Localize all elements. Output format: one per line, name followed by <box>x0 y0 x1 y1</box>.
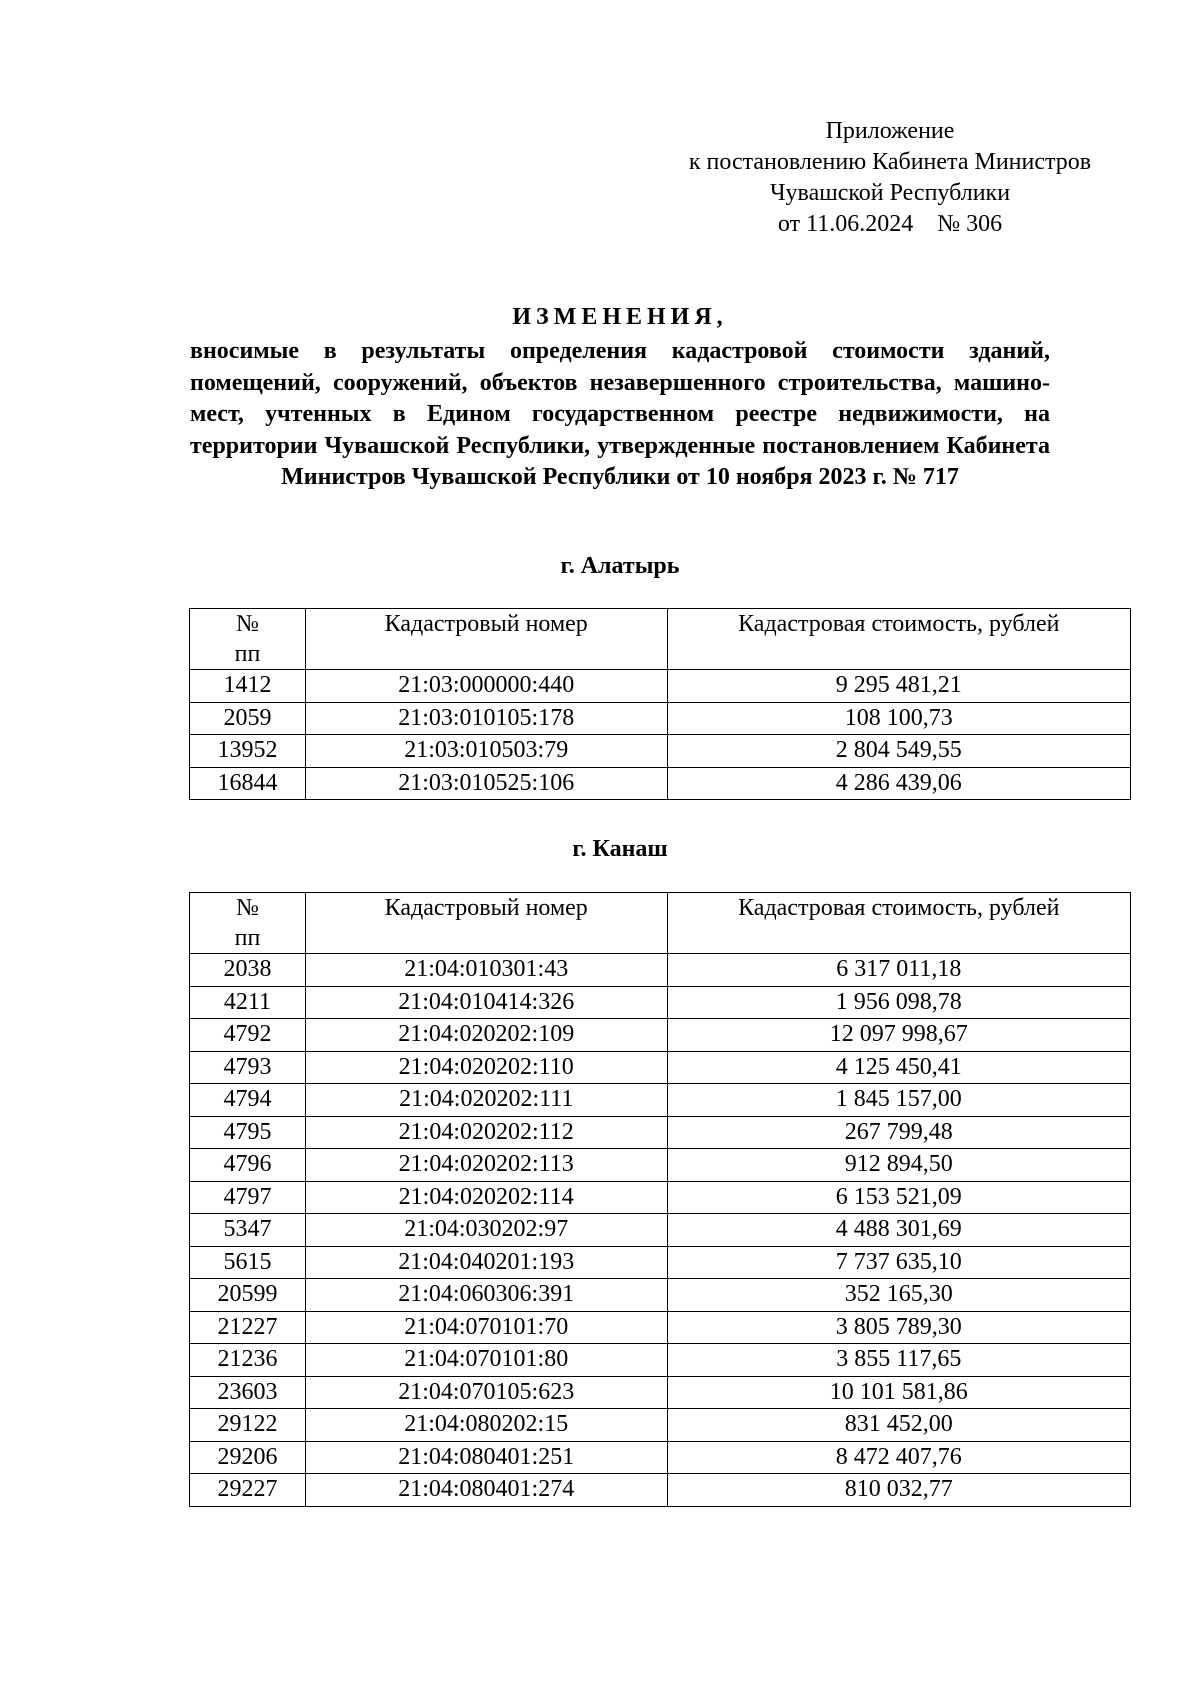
cell-row-number: 4796 <box>190 1149 306 1182</box>
cell-cadastral-value: 8 472 407,76 <box>667 1441 1130 1474</box>
cell-row-number: 4211 <box>190 986 306 1019</box>
cell-row-number: 5347 <box>190 1214 306 1247</box>
cell-row-number: 16844 <box>190 767 306 800</box>
table-row <box>190 1019 1131 1052</box>
appendix-line-2: к постановлению Кабинета Министров <box>688 149 1092 175</box>
header-cadastral-value: Кадастровая стоимость, рублей <box>667 893 1130 954</box>
table-row <box>190 767 1131 800</box>
cell-row-number: 4795 <box>190 1116 306 1149</box>
cell-cadastral-number: 21:04:060306:391 <box>305 1279 667 1312</box>
cell-cadastral-number: 21:04:030202:97 <box>305 1214 667 1247</box>
cell-cadastral-value: 810 032,77 <box>667 1474 1130 1507</box>
cell-cadastral-number: 21:04:010301:43 <box>305 954 667 987</box>
header-num <box>190 609 306 670</box>
cell-cadastral-number: 21:04:020202:111 <box>305 1084 667 1117</box>
table-row <box>190 1246 1131 1279</box>
table-row <box>190 1409 1131 1442</box>
header-cadastral-number: Кадастровый номер <box>305 893 667 954</box>
cell-cadastral-number: 21:04:020202:109 <box>305 1019 667 1052</box>
header-num-line1: № <box>235 611 259 637</box>
cell-cadastral-number: 21:04:080401:251 <box>305 1441 667 1474</box>
header-num <box>190 893 306 954</box>
table-row <box>190 1149 1131 1182</box>
cell-cadastral-value: 108 100,73 <box>667 702 1130 735</box>
cell-row-number: 2038 <box>190 954 306 987</box>
cell-cadastral-number: 21:03:010525:106 <box>305 767 667 800</box>
cell-cadastral-value: 3 855 117,65 <box>667 1344 1130 1377</box>
cell-cadastral-value: 2 804 549,55 <box>667 735 1130 768</box>
table-row <box>190 1116 1131 1149</box>
cell-row-number: 29122 <box>190 1409 306 1442</box>
table-header-row <box>190 609 1131 670</box>
table-row <box>190 1279 1131 1312</box>
cell-cadastral-value: 3 805 789,30 <box>667 1311 1130 1344</box>
table-row <box>190 1051 1131 1084</box>
appendix-header <box>660 116 1120 240</box>
table-row <box>190 1084 1131 1117</box>
appendix-line-3: Чувашской Республики <box>769 180 1011 206</box>
cell-row-number: 2059 <box>190 702 306 735</box>
cell-row-number: 21227 <box>190 1311 306 1344</box>
cell-cadastral-number: 21:04:080202:15 <box>305 1409 667 1442</box>
table-kanash <box>189 892 1131 1507</box>
cell-cadastral-number: 21:03:000000:440 <box>305 670 667 703</box>
table-row <box>190 1181 1131 1214</box>
cell-cadastral-value: 4 488 301,69 <box>667 1214 1130 1247</box>
cell-row-number: 23603 <box>190 1376 306 1409</box>
cell-cadastral-number: 21:04:070105:623 <box>305 1376 667 1409</box>
table-alatyr <box>189 608 1131 800</box>
cell-cadastral-number: 21:03:010503:79 <box>305 735 667 768</box>
cell-cadastral-number: 21:04:070101:70 <box>305 1311 667 1344</box>
cell-cadastral-value: 4 286 439,06 <box>667 767 1130 800</box>
section-title-alatyr: г. Алатырь <box>560 553 680 579</box>
cell-row-number: 13952 <box>190 735 306 768</box>
cell-row-number: 29227 <box>190 1474 306 1507</box>
cell-cadastral-number: 21:04:020202:112 <box>305 1116 667 1149</box>
section-title-kanash: г. Канаш <box>572 836 668 862</box>
cell-cadastral-value: 10 101 581,86 <box>667 1376 1130 1409</box>
header-num-line2: пп <box>234 925 261 951</box>
cell-cadastral-value: 1 956 098,78 <box>667 986 1130 1019</box>
table-row <box>190 1214 1131 1247</box>
table-row <box>190 670 1131 703</box>
cell-cadastral-number: 21:04:080401:274 <box>305 1474 667 1507</box>
table-row <box>190 1344 1131 1377</box>
cell-cadastral-number: 21:04:010414:326 <box>305 986 667 1019</box>
cell-cadastral-value: 9 295 481,21 <box>667 670 1130 703</box>
cell-cadastral-value: 831 452,00 <box>667 1409 1130 1442</box>
cell-row-number: 29206 <box>190 1441 306 1474</box>
header-num-line1: № <box>235 895 259 921</box>
cell-row-number: 5615 <box>190 1246 306 1279</box>
table-row <box>190 1311 1131 1344</box>
cell-row-number: 4794 <box>190 1084 306 1117</box>
cell-row-number: 1412 <box>190 670 306 703</box>
cell-cadastral-number: 21:04:020202:113 <box>305 1149 667 1182</box>
cell-cadastral-value: 6 153 521,09 <box>667 1181 1130 1214</box>
cell-row-number: 4797 <box>190 1181 306 1214</box>
table-row <box>190 1474 1131 1507</box>
table-row <box>190 735 1131 768</box>
header-num-line2: пп <box>234 641 261 667</box>
cell-cadastral-value: 4 125 450,41 <box>667 1051 1130 1084</box>
document-title: ИЗМЕНЕНИЯ, <box>512 304 728 330</box>
cell-row-number: 4792 <box>190 1019 306 1052</box>
document-subtitle: вносимые в результаты определения кадастровой стоимости зданий, помещений, сооружений, объектов незавершенного строительства, машино-мест, учтенных в Едином государственном реестре недвижимости, на территории Чувашской Республики, утвержденные постановлением Кабинета Министров Чувашской Республики от 10 ноября 2023 г. № 717 <box>190 338 1050 490</box>
table-row <box>190 1441 1131 1474</box>
cell-row-number: 4793 <box>190 1051 306 1084</box>
table-row <box>190 954 1131 987</box>
cell-cadastral-value: 267 799,48 <box>667 1116 1130 1149</box>
cell-cadastral-value: 912 894,50 <box>667 1149 1130 1182</box>
table-header-row <box>190 893 1131 954</box>
table-row <box>190 986 1131 1019</box>
cell-cadastral-number: 21:04:020202:110 <box>305 1051 667 1084</box>
cell-row-number: 21236 <box>190 1344 306 1377</box>
cell-cadastral-value: 1 845 157,00 <box>667 1084 1130 1117</box>
table-row <box>190 1376 1131 1409</box>
cell-cadastral-value: 7 737 635,10 <box>667 1246 1130 1279</box>
header-cadastral-value: Кадастровая стоимость, рублей <box>667 609 1130 670</box>
cell-cadastral-value: 6 317 011,18 <box>667 954 1130 987</box>
cell-cadastral-number: 21:03:010105:178 <box>305 702 667 735</box>
cell-row-number: 20599 <box>190 1279 306 1312</box>
table-row <box>190 702 1131 735</box>
header-cadastral-number: Кадастровый номер <box>305 609 667 670</box>
cell-cadastral-value: 352 165,30 <box>667 1279 1130 1312</box>
appendix-date-number: от 11.06.2024 № 306 <box>777 211 1003 237</box>
cell-cadastral-number: 21:04:020202:114 <box>305 1181 667 1214</box>
appendix-line-1: Приложение <box>825 118 955 144</box>
cell-cadastral-value: 12 097 998,67 <box>667 1019 1130 1052</box>
cell-cadastral-number: 21:04:040201:193 <box>305 1246 667 1279</box>
cell-cadastral-number: 21:04:070101:80 <box>305 1344 667 1377</box>
